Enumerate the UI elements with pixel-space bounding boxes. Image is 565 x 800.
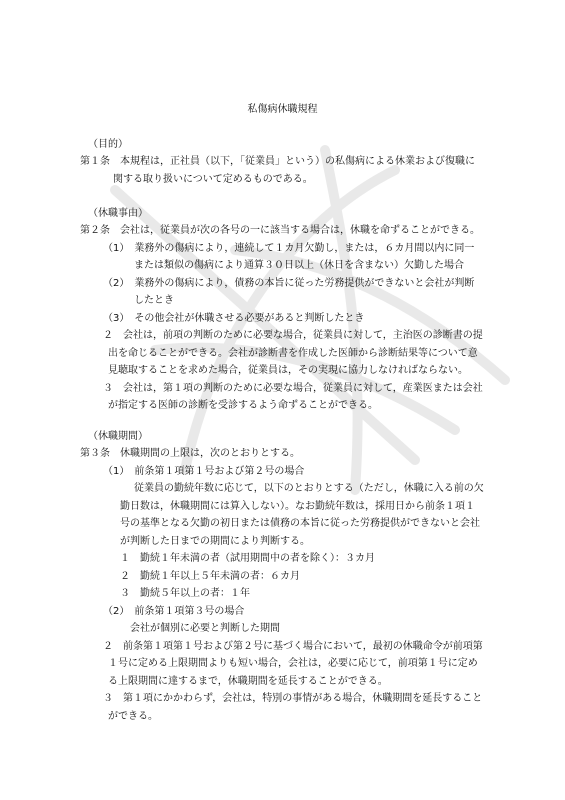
article-3-text-line: 号の基準となる欠勤の初日または債務の本旨に従った労務提供ができないと会社 — [120, 518, 480, 529]
article-2-line: 第２条 会社は，従業員が次の各号の一に該当する場合は，休職を命ずることができる。 — [80, 225, 480, 236]
section-heading-period: （休職期間） — [88, 431, 148, 442]
article-2-paragraph-line: ２ 会社は，前項の判断のために必要な場合，従業員に対して，主治医の診断書の提 — [103, 330, 483, 341]
document-title: 私傷病休職規程 — [247, 104, 318, 115]
section-heading-reasons: （休職事由） — [88, 208, 148, 219]
article-2-item-line: （1） 業務外の傷病により，連続して１カ月欠勤し，または，６カ月間以内に同一 — [103, 243, 475, 254]
article-3-item-line: （1） 前条第１項第１号および第２号の場合 — [103, 466, 305, 477]
article-3-subitem-line: １ 勤続１年未満の者（試用期間中の者を除く）：３カ月 — [120, 553, 375, 564]
article-2-paragraph-line: 出を命じることができる。会社が診断書を作成した医師から診断結果等について意 — [108, 348, 478, 359]
article-2-paragraph-line: が指定する医師の診断を受診するよう命ずることができる。 — [108, 400, 378, 411]
article-3-subitem-line: ３ 勤続５年以上の者：１年 — [120, 588, 250, 599]
article-3-paragraph-line: ３ 第１項にかかわらず，会社は，特別の事情がある場合，休職期間を延長すること — [103, 693, 483, 704]
article-2-item-line: （3） その他会社が休職させる必要があると判断したとき — [103, 313, 365, 324]
article-3-text-line: 会社が個別に必要と判断した期間 — [130, 623, 280, 634]
article-3-text-line: 勤日数は，休職期間には算入しない）。なお勤続年数は，採用日から前条１項１ — [120, 501, 475, 512]
article-2-item-line: したとき — [134, 295, 174, 306]
article-3-text-line: が判断した日までの期間により判断する。 — [120, 536, 310, 547]
article-2-item-line: または類似の傷病により通算３０日以上（休日を含まない）欠勤した場合 — [134, 260, 464, 271]
article-1-line: 第１条 本規程は，正社員（以下，「従業員」という）の私傷病による休業および復職に — [80, 156, 475, 167]
article-3-text-line: 従業員の勤続年数に応じて，以下のとおりとする（ただし，休職に入る前の欠 — [134, 483, 484, 494]
section-heading-purpose: （目的） — [88, 139, 128, 150]
article-3-paragraph-line: ができる。 — [108, 711, 158, 722]
article-3-paragraph-line: １号に定める上限期間よりも短い場合，会社は，必要に応じて，前項第１号に定め — [108, 658, 478, 669]
article-3-subitem-line: ２ 勤続１年以上５年未満の者：６カ月 — [120, 571, 300, 582]
article-2-item-line: （2） 業務外の傷病により，債務の本旨に従った労務提供ができないと会社が判断 — [103, 278, 475, 289]
article-3-line: 第３条 休職期間の上限は，次のとおりとする。 — [80, 448, 300, 459]
article-3-paragraph-line: ２ 前条第１項第１号および第２号に基づく場合において，最初の休職命令が前項第 — [103, 641, 483, 652]
article-3-item-line: （2） 前条第１項第３号の場合 — [103, 606, 245, 617]
article-2-paragraph-line: ３ 会社は，第１項の判断のために必要な場合，従業員に対して，産業医または会社 — [103, 383, 483, 394]
article-2-paragraph-line: 見聴取することを求めた場合，従業員は，その実現に協力しなければならない。 — [108, 365, 468, 376]
article-1-line: 関する取り扱いについて定めるものである。 — [113, 174, 313, 185]
article-3-paragraph-line: る上限期間に達するまで，休職期間を延長することができる。 — [108, 676, 388, 687]
